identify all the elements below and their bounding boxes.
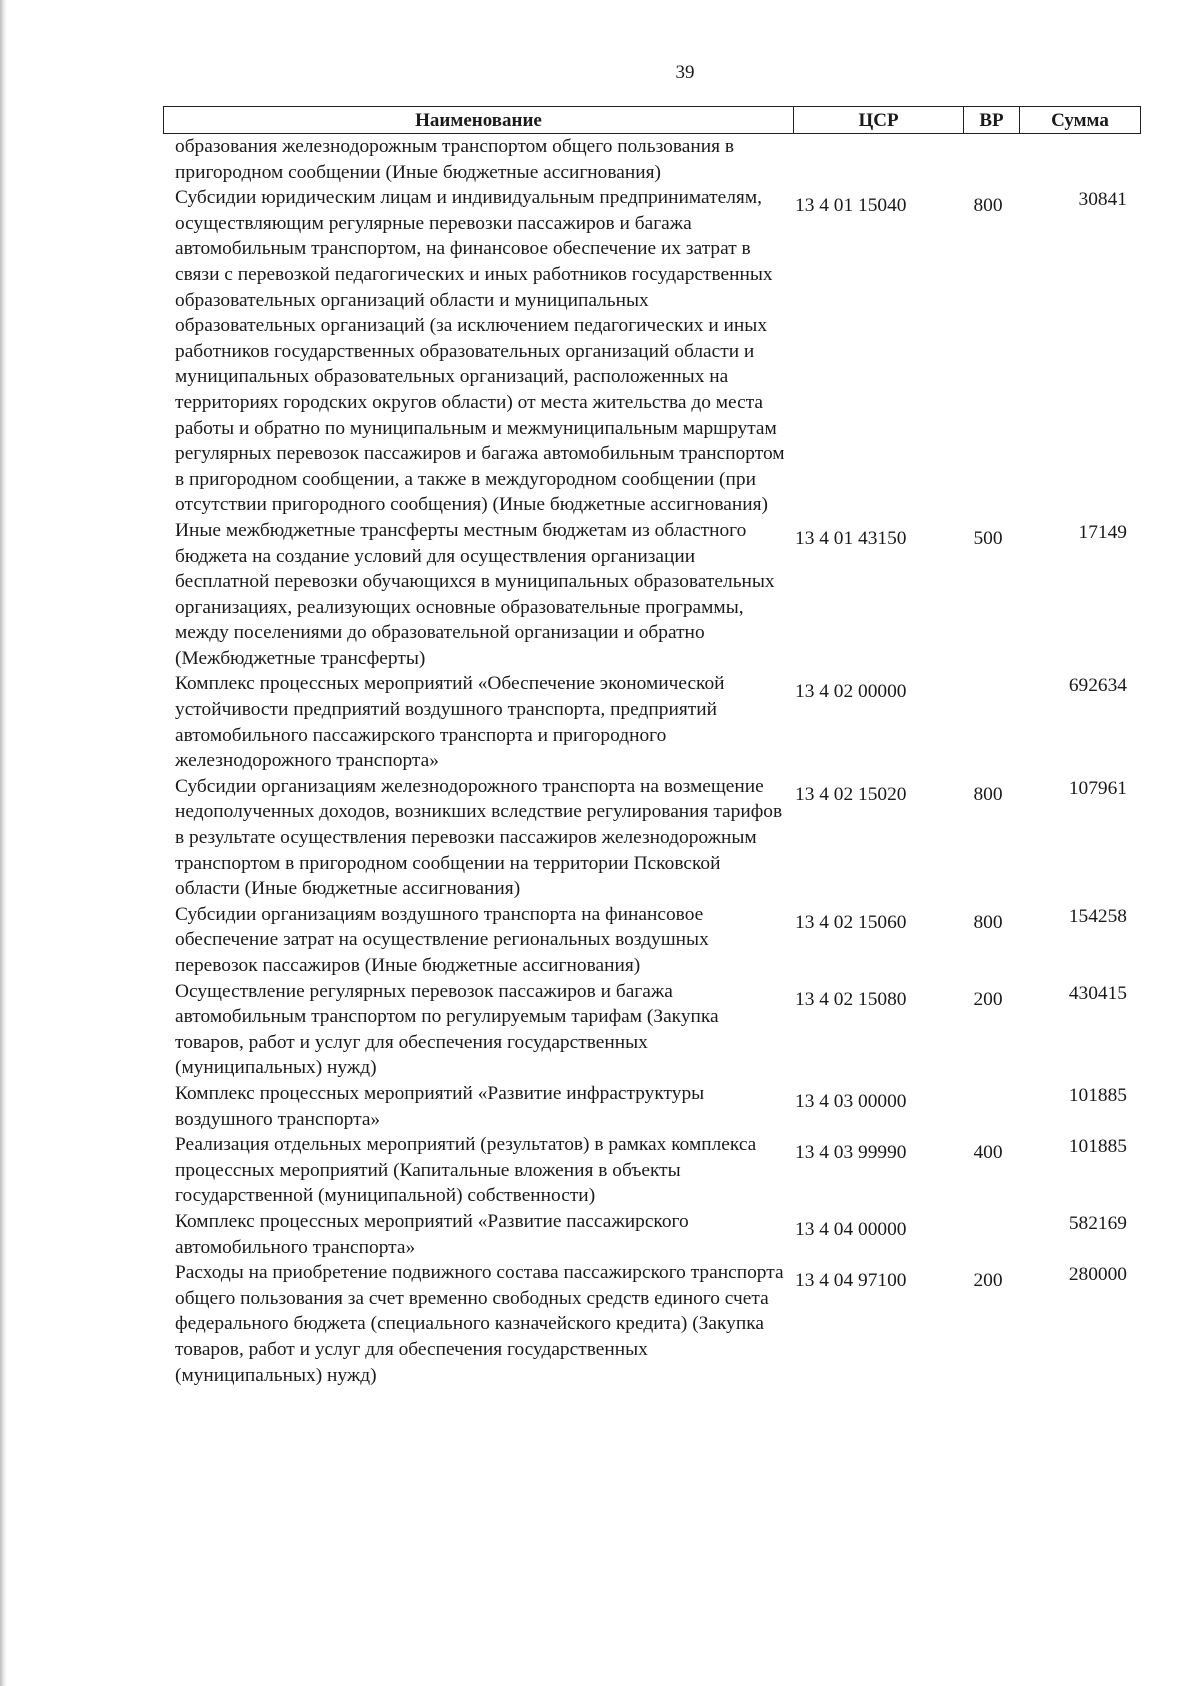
row-vr <box>959 1081 1017 1132</box>
row-csr: 13 4 03 00000 <box>795 1090 907 1112</box>
table-body <box>163 134 1141 1388</box>
table-row <box>163 1081 1141 1132</box>
row-sum: 692634 <box>1068 675 1127 697</box>
scan-edge <box>0 0 7 1686</box>
row-name: Расходы на приобретение подвижного состава пассажирского транспорта общего пользования за счет временно свободных средств единого счета федерального бюджета (специального казначейского кредита) (Закупка товаров, работ и услуг для обеспечения государственных (муниципальных) нужд) <box>175 1262 784 1386</box>
header-vr: ВР <box>964 107 1020 133</box>
row-name: образования железнодорожным транспортом общего пользования в пригородном сообщении (Иные бюджетные ассигнования) <box>175 136 735 183</box>
row-name: Реализация отдельных мероприятий (результатов) в рамках комплекса процессных мероприятий (Капитальные вложения в объекты государственной (муниципальной) собственности) <box>175 1134 757 1207</box>
row-sum: 154258 <box>1068 905 1127 927</box>
budget-table <box>163 106 1141 1388</box>
row-vr: 200 <box>973 1270 1003 1292</box>
row-csr: 13 4 03 99990 <box>795 1142 907 1164</box>
row-vr: 400 <box>973 1142 1003 1164</box>
row-vr: 800 <box>973 195 1003 217</box>
header-sum: Сумма <box>1051 110 1109 131</box>
table-row <box>163 1209 1141 1260</box>
row-sum: 17149 <box>1078 521 1127 543</box>
row-csr: 13 4 04 00000 <box>795 1218 907 1240</box>
row-csr <box>785 134 959 185</box>
table-row <box>163 902 1141 979</box>
row-vr <box>959 1209 1017 1260</box>
row-csr: 13 4 01 15040 <box>795 195 907 217</box>
row-csr: 13 4 01 43150 <box>795 527 907 549</box>
row-name: Субсидии юридическим лицам и индивидуальным предпринимателям, осуществляющим регулярные перевозки пассажиров и багажа автомобильным транспортом, на финансовое обеспечение их затрат в связи с перевозкой педагогических и иных работников государственных образовательных организаций области и муниципальных образовательных организаций (за исключением педагогических и иных работников государственных образовательных организаций области и муниципальных образовательных организаций, расположенных на территориях городских округов области) от места жительства до места работы и обратно по муниципальным и межмуниципальным маршрутам регулярных перевозок пассажиров и багажа автомобильным транспортом в пригородном сообщении, а также в междугородном сообщении (при отсутствии пригородного сообщения) (Иные бюджетные ассигнования) <box>175 187 785 516</box>
row-csr: 13 4 02 15020 <box>795 783 907 805</box>
row-name: Субсидии организациям воздушного транспорта на финансовое обеспечение затрат на осуществление региональных воздушных перевозок пассажиров (Иные бюджетные ассигнования) <box>175 903 709 976</box>
row-vr <box>959 671 1017 773</box>
table-header <box>163 106 1141 134</box>
table-row <box>163 1260 1141 1388</box>
row-csr: 13 4 04 97100 <box>795 1270 907 1292</box>
table-row <box>163 518 1141 672</box>
row-sum: 430415 <box>1068 982 1127 1004</box>
header-name: Наименование <box>164 107 794 133</box>
header-csr: ЦСР <box>794 107 964 133</box>
row-sum: 280000 <box>1068 1264 1127 1286</box>
table-row <box>163 979 1141 1081</box>
table-row <box>163 185 1141 518</box>
row-csr: 13 4 02 00000 <box>795 681 907 703</box>
row-sum: 101885 <box>1068 1084 1127 1106</box>
page-number: 39 <box>675 62 695 83</box>
table-row <box>163 671 1141 773</box>
row-name: Комплекс процессных мероприятий «Развитие инфраструктуры воздушного транспорта» <box>175 1082 705 1130</box>
row-name: Комплекс процессных мероприятий «Развитие пассажирского автомобильного транспорта» <box>175 1210 689 1258</box>
table-row <box>163 1132 1141 1209</box>
row-sum: 30841 <box>1078 189 1127 211</box>
row-name: Осуществление регулярных перевозок пассажиров и багажа автомобильным транспортом по регулируемым тарифам (Закупка товаров, работ и услуг для обеспечения государственных (муниципальных) нужд) <box>175 980 719 1079</box>
row-vr: 800 <box>973 783 1003 805</box>
row-sum <box>1017 134 1127 185</box>
row-vr: 800 <box>973 911 1003 933</box>
row-sum: 101885 <box>1068 1136 1127 1158</box>
row-name: Субсидии организациям железнодорожного транспорта на возмещение недополученных доходов, возникших вследствие регулирования тарифов в результате осуществления перевозки пассажиров железнодорожным транспортом в пригородном сообщении на территории Псковской области (Иные бюджетные ассигнования) <box>175 775 783 900</box>
row-name: Комплекс процессных мероприятий «Обеспечение экономической устойчивости предприятий воздушного транспорта, предприятий автомобильного пассажирского транспорта и пригородного железнодорожного транспорта» <box>175 673 725 772</box>
row-name: Иные межбюджетные трансферты местным бюджетам из областного бюджета на создание условий для осуществления организации бесплатной перевозки обучающихся в муниципальных образовательных организациях, реализующих основные образовательные программы, между поселениями до образовательной организации и обратно (Межбюджетные трансферты) <box>175 519 775 669</box>
table-row <box>163 774 1141 902</box>
row-vr: 200 <box>973 988 1003 1010</box>
row-sum: 107961 <box>1068 777 1127 799</box>
row-vr <box>959 134 1017 185</box>
row-sum: 582169 <box>1068 1212 1127 1234</box>
row-csr: 13 4 02 15080 <box>795 988 907 1010</box>
row-csr: 13 4 02 15060 <box>795 911 907 933</box>
table-row <box>163 134 1141 185</box>
row-vr: 500 <box>973 527 1003 549</box>
